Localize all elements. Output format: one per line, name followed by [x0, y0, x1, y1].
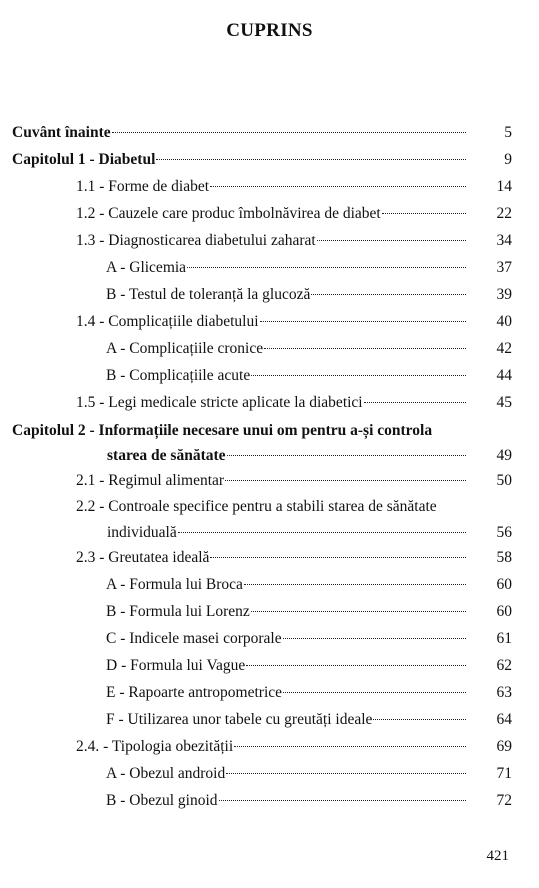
toc-page-number: 72: [496, 792, 512, 809]
toc-page-number: 63: [496, 684, 512, 701]
dot-leader: [251, 374, 466, 376]
dot-leader: [112, 131, 466, 133]
toc-page-number: 37: [496, 259, 512, 276]
toc-entry-title: 1.4 - Complicațiile diabetului: [76, 313, 259, 330]
toc-entry-title: 2.3 - Greutatea ideală: [76, 549, 210, 566]
toc-page-number: 61: [496, 630, 512, 647]
toc-page-number: 40: [496, 313, 512, 330]
dot-leader: [178, 531, 466, 533]
toc-entry: [76, 202, 468, 226]
toc-entry: [106, 708, 468, 732]
toc-entry-title: A - Obezul android: [106, 765, 226, 782]
dot-leader: [364, 401, 466, 403]
toc-entry: [106, 283, 468, 307]
dot-leader: [283, 691, 466, 693]
toc-entry: [106, 654, 468, 678]
toc-entry: [106, 681, 468, 705]
dot-leader: [317, 239, 466, 241]
toc-page-number: 44: [496, 367, 512, 384]
toc-entry: [76, 546, 468, 570]
dot-leader: [311, 293, 466, 295]
toc-entry-title: 1.1 - Forme de diabet: [76, 178, 210, 195]
toc-page-number: 69: [496, 738, 512, 755]
toc-page-number: 45: [496, 394, 512, 411]
toc-entry-title: B - Formula lui Lorenz: [106, 603, 250, 620]
dot-leader: [225, 479, 466, 481]
toc-page-number: 49: [496, 447, 512, 464]
toc-entry: [106, 364, 468, 388]
toc-entry-title: 1.3 - Diagnosticarea diabetului zaharat: [76, 232, 316, 249]
toc-entry-title: A - Complicațiile cronice: [106, 340, 264, 357]
toc-page-number: 56: [496, 524, 512, 541]
dot-leader: [382, 212, 466, 214]
toc-entry-title: F - Utilizarea unor tabele cu greutăți ideale: [106, 711, 373, 728]
toc-page-number: 34: [496, 232, 512, 249]
dot-leader: [264, 347, 466, 349]
toc-entry: [106, 789, 468, 813]
dot-leader: [283, 637, 466, 639]
toc-page-number: 42: [496, 340, 512, 357]
toc-page-number: 5: [504, 124, 512, 141]
dot-leader: [244, 583, 466, 585]
toc-entry: [12, 121, 468, 145]
toc-entry: [107, 444, 468, 468]
dot-leader: [210, 556, 466, 558]
toc-entry-title: 2.2 - Controale specifice pentru a stabili starea de sănătate: [76, 498, 437, 515]
dot-leader: [373, 718, 466, 720]
dot-leader: [251, 610, 466, 612]
toc-entry-title: B - Complicațiile acute: [106, 367, 251, 384]
toc-entry: [76, 735, 468, 759]
toc-entry: [76, 229, 468, 253]
toc-entry-title: B - Testul de toleranță la glucoză: [106, 286, 311, 303]
toc-entry-title: 2.1 - Regimul alimentar: [76, 472, 225, 489]
dot-leader: [219, 799, 467, 801]
toc-page-number: 60: [496, 576, 512, 593]
toc-entry: [106, 600, 468, 624]
toc-page-number: 22: [496, 205, 512, 222]
toc-page-number: 58: [496, 549, 512, 566]
dot-leader: [156, 158, 466, 160]
dot-leader: [234, 745, 466, 747]
toc-entry: [106, 627, 468, 651]
toc-entry: [107, 521, 468, 545]
dot-leader: [246, 664, 466, 666]
toc-page-number: 71: [496, 765, 512, 782]
page-number: 421: [486, 848, 509, 864]
toc-page-number: 62: [496, 657, 512, 674]
dot-leader: [187, 266, 466, 268]
toc-entry-title: A - Glicemia: [106, 259, 187, 276]
dot-leader: [227, 454, 466, 456]
toc-page-number: 60: [496, 603, 512, 620]
toc-entry-title: starea de sănătate: [107, 447, 226, 464]
toc-entry-title: C - Indicele masei corporale: [106, 630, 282, 647]
toc-page-number: 39: [496, 286, 512, 303]
page-title: CUPRINS: [226, 20, 313, 41]
toc-page-number: 64: [496, 711, 512, 728]
toc-entry: [12, 148, 468, 172]
dot-leader: [210, 185, 466, 187]
toc-entry-title: D - Formula lui Vague: [106, 657, 246, 674]
toc-entry: [106, 573, 468, 597]
toc-entry-title: individuală: [107, 524, 177, 541]
toc-entry: [106, 337, 468, 361]
dot-leader: [226, 772, 466, 774]
dot-leader: [260, 320, 466, 322]
toc-entry: [76, 175, 468, 199]
toc-entry: [76, 310, 468, 334]
toc-page-number: 14: [496, 178, 512, 195]
toc-entry-title: 1.2 - Cauzele care produc îmbolnăvirea de diabet: [76, 205, 381, 222]
toc-entry-title: Capitolul 2 - Informațiile necesare unui om pentru a-și controla: [12, 422, 433, 439]
toc-entry-title: Cuvânt înainte: [12, 124, 111, 141]
toc-entry: [106, 256, 468, 280]
toc-entry-title: 1.5 - Legi medicale stricte aplicate la diabetici: [76, 394, 363, 411]
toc-entry-title: A - Formula lui Broca: [106, 576, 243, 593]
toc-page-number: 50: [496, 472, 512, 489]
toc-entry-title: B - Obezul ginoid: [106, 792, 218, 809]
toc-entry: [106, 762, 468, 786]
toc-entry-title: Capitolul 1 - Diabetul: [12, 151, 156, 168]
toc-entry: [76, 469, 468, 493]
toc-entry: [76, 391, 468, 415]
toc-page-number: 9: [504, 151, 512, 168]
toc-entry-title: 2.4. - Tipologia obezității: [76, 738, 234, 755]
toc-entry-title: E - Rapoarte antropometrice: [106, 684, 283, 701]
